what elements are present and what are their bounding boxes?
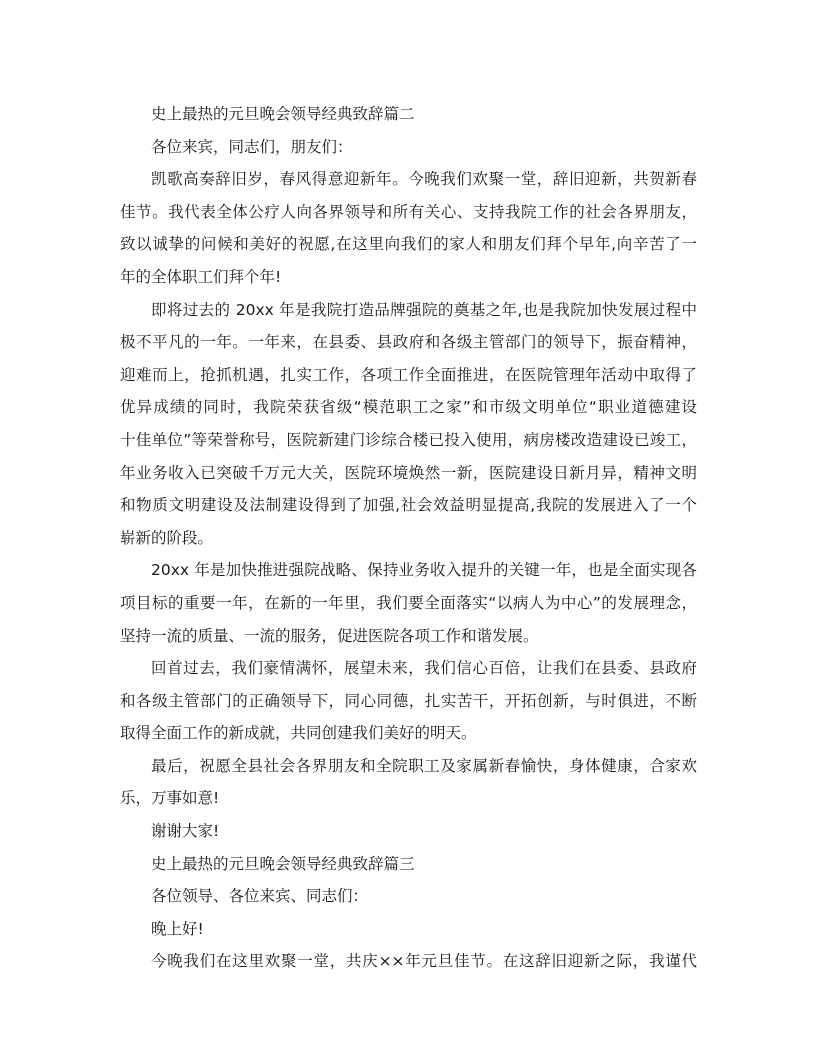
closing-thanks: 谢谢大家! — [151, 822, 220, 841]
paragraph-line: 取得全面工作的新成就，共同创建我们美好的明天。 — [120, 724, 477, 743]
paragraph-line: 回首过去，我们豪情满怀，展望未来，我们信心百倍，让我们在县委、县政府 — [151, 659, 697, 678]
paragraph-line: 和物质文明建设及法制建设得到了加强,社会效益明显提高,我院的发展进入了一个 — [120, 496, 697, 515]
paragraph-line: 今晚我们在这里欢聚一堂，共庆××年元旦佳节。在这辞旧迎新之际，我谨代 — [151, 952, 697, 971]
paragraph-line: 即将过去的 20xx 年是我院打造品牌强院的奠基之年,也是我院加快发展过程中 — [151, 300, 697, 319]
paragraph-line: 迎难而上，抢抓机遇，扎实工作，各项工作全面推进，在医院管理年活动中取得了 — [120, 365, 697, 384]
document-page — [120, 98, 697, 978]
section-title: 史上最热的元旦晚会领导经典致辞篇二 — [151, 105, 415, 123]
paragraph-line: 崭新的阶段。 — [120, 528, 214, 547]
paragraph-line: 乐，万事如意! — [120, 789, 220, 808]
paragraph-line: 项目标的重要一年，在新的一年里，我们要全面落实“以病人为中心”的发展理念， — [120, 593, 697, 612]
paragraph-line: 最后，祝愿全县社会各界朋友和全院职工及家属新春愉快，身体健康，合家欢 — [151, 756, 697, 775]
paragraph-line: 优异成绩的同时，我院荣获省级“模范职工之家”和市级文明单位“职业道德建设 — [120, 398, 697, 417]
paragraph-line: 佳节。我代表全体公疗人向各界领导和所有关心、支持我院工作的社会各界朋友， — [120, 202, 697, 221]
greeting: 晚上好! — [151, 919, 204, 938]
paragraph-line: 20xx 年是加快推进强院战略、保持业务收入提升的关键一年，也是全面实现各 — [151, 561, 697, 580]
paragraph-line: 坚持一流的质量、一流的服务，促进医院各项工作和谐发展。 — [120, 626, 539, 645]
paragraph-line: 和各级主管部门的正确领导下，同心同德，扎实苦干，开拓创新，与时俱进，不断 — [120, 691, 697, 710]
paragraph-line: 凯歌高奏辞旧岁，春风得意迎新年。今晚我们欢聚一堂，辞旧迎新，共贺新春 — [151, 170, 697, 189]
paragraph-line: 年业务收入已突破千万元大关，医院环境焕然一新，医院建设日新月异，精神文明 — [120, 463, 697, 482]
paragraph-line: 极不平凡的一年。一年来，在县委、县政府和各级主管部门的领导下，振奋精神， — [120, 333, 697, 352]
salutation: 各位领导、各位来宾、同志们： — [151, 887, 369, 906]
paragraph-line: 年的全体职工们拜个年! — [120, 267, 282, 286]
paragraph-line: 致以诚挚的问候和美好的祝愿,在这里向我们的家人和朋友们拜个早年,向辛苦了一 — [120, 235, 697, 254]
paragraph-line: 十佳单位”等荣誉称号，医院新建门诊综合楼已投入使用，病房楼改造建设已竣工， — [120, 430, 697, 449]
section-title: 史上最热的元旦晚会领导经典致辞篇三 — [151, 854, 415, 873]
salutation: 各位来宾，同志们，朋友们： — [151, 137, 353, 156]
